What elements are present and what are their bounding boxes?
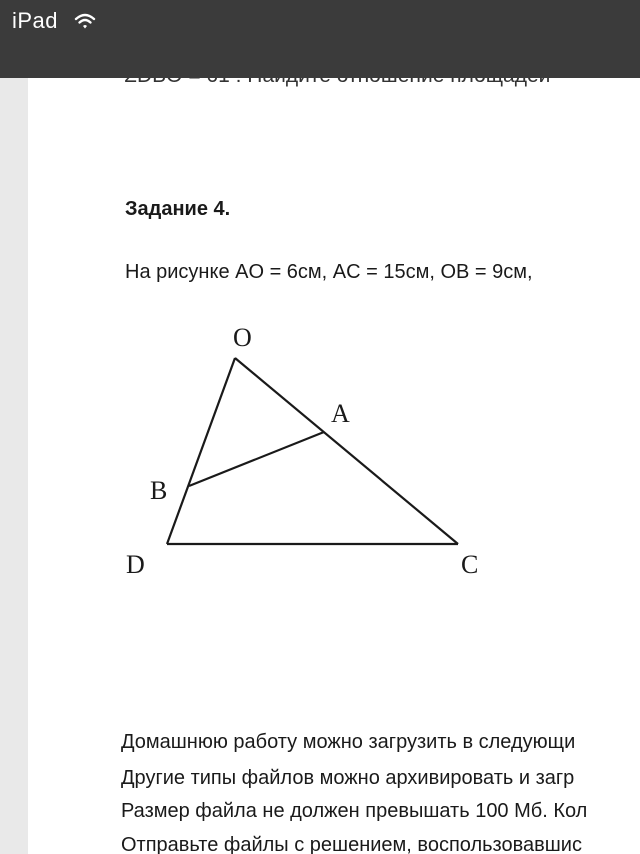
info-line: Размер файла не должен превышать 100 Мб. Кол <box>121 800 588 822</box>
info-line: Другие типы файлов можно архивировать и загр <box>121 767 575 789</box>
info-line: Домашнюю работу можно загрузить в следующи <box>121 731 576 753</box>
label-c: C <box>461 550 479 579</box>
segment-oc <box>235 358 458 544</box>
label-b: B <box>150 476 168 505</box>
wifi-icon <box>74 10 96 32</box>
segment-od <box>167 358 235 544</box>
label-o: O <box>233 323 252 352</box>
status-bar <box>0 0 640 78</box>
info-line: Отправьте файлы с решением, воспользовавшис <box>121 834 582 854</box>
task-text: На рисунке AO = 6см, AC = 15см, OB = 9см, <box>125 261 533 283</box>
segment-ba <box>189 432 324 486</box>
label-a: A <box>331 399 350 428</box>
label-d: D <box>126 550 145 579</box>
device-label: iPad <box>12 8 59 33</box>
task-title: Задание 4. <box>125 198 231 220</box>
triangle-figure <box>110 318 530 588</box>
document-page <box>28 0 640 854</box>
